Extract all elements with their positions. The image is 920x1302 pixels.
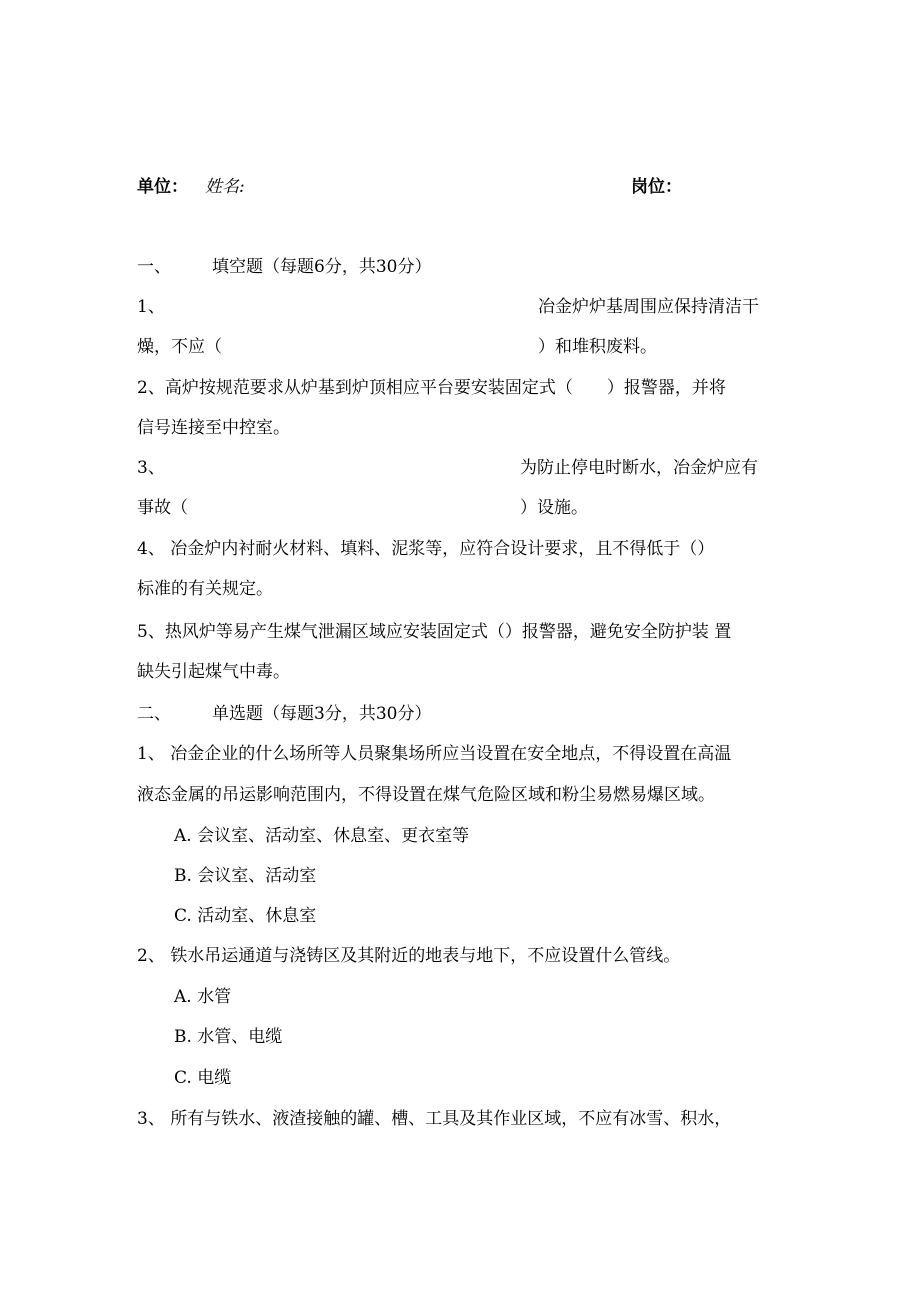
s2-q2-line1: 2、 铁水吊运通道与浇铸区及其附近的地表与地下，不应设置什么管线。	[137, 946, 681, 966]
s1-q5-line1: 5、热风炉等易产生煤气泄漏区域应安装固定式（）报警器，避免安全防护装 置	[137, 622, 732, 642]
post-label: 岗位：	[631, 177, 682, 197]
section2-title: 单选题（每题3分，共30分）	[212, 704, 432, 724]
s1-q4-line1: 4、 冶金炉内衬耐火材料、填料、泥浆等，应符合设计要求，且不得低于（）	[137, 539, 715, 559]
s1-q1-number: 1、	[137, 297, 165, 317]
section2-number: 二、	[137, 704, 171, 724]
section1-number: 一、	[137, 257, 171, 277]
unit-label: 单位：	[137, 177, 188, 197]
s1-q1-line2a: 燥，不应（	[137, 337, 222, 357]
s2-q2-option-b: B. 水管、电缆	[174, 1027, 283, 1047]
s1-q1-line2b: ）和堆积废料。	[538, 337, 657, 357]
name-label: 姓名:	[205, 177, 245, 197]
s1-q3-line1: 为防止停电时断水，冶金炉应有	[520, 458, 758, 478]
s2-q1-line2: 液态金属的吊运影响范围内，不得设置在煤气危险区域和粉尘易燃易爆区域。	[137, 785, 715, 805]
s1-q3-line2b: ）设施。	[520, 498, 588, 518]
s2-q1-option-b: B. 会议室、活动室	[174, 866, 317, 886]
s2-q2-option-a: A. 水管	[174, 987, 232, 1007]
s1-q2-line1: 2、高炉按规范要求从炉基到炉顶相应平台要安装固定式（ ）报警器，并将	[137, 378, 726, 398]
s1-q1-line1: 冶金炉炉基周围应保持清洁干	[538, 297, 759, 317]
s1-q5-line2: 缺失引起煤气中毒。	[137, 662, 290, 682]
s2-q1-option-c: C. 活动室、休息室	[174, 906, 317, 926]
s2-q3-line1: 3、 所有与铁水、液渣接触的罐、槽、工具及其作业区域，不应有冰雪、积水，	[137, 1109, 732, 1129]
s2-q2-option-c: C. 电缆	[174, 1068, 232, 1088]
s1-q3-number: 3、	[137, 458, 165, 478]
s1-q4-line2: 标准的有关规定。	[137, 579, 273, 599]
s1-q3-line2a: 事故（	[137, 498, 188, 518]
s2-q1-option-a: A. 会议室、活动室、休息室、更衣室等	[174, 826, 470, 846]
s1-q2-line2: 信号连接至中控室。	[137, 418, 290, 438]
s2-q1-line1: 1、 冶金企业的什么场所等人员聚集场所应当设置在安全地点，不得设置在高温	[137, 744, 732, 764]
section1-title: 填空题（每题6分，共30分）	[212, 257, 432, 277]
